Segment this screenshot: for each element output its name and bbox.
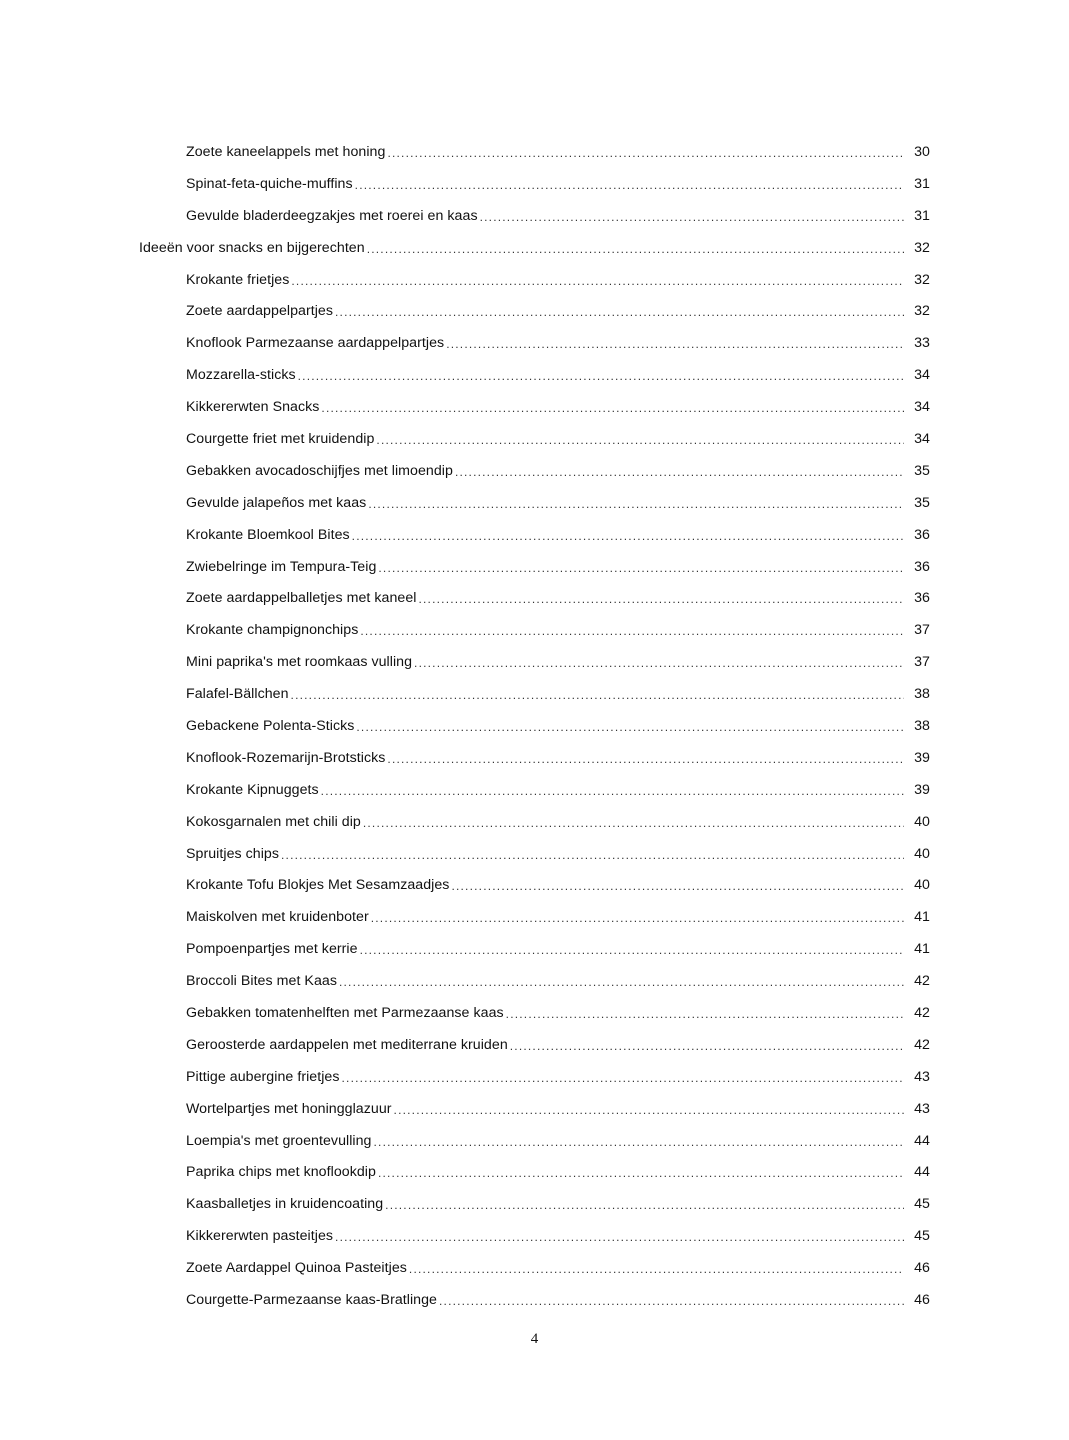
toc-entry-title[interactable]: Gebackene Polenta-Sticks	[186, 717, 355, 734]
toc-entry-page[interactable]: 36	[914, 590, 930, 607]
toc-dot-leader	[378, 561, 904, 575]
toc-entry[interactable]	[0, 869, 1069, 901]
toc-entry-title[interactable]: Ideeën voor snacks en bijgerechten	[139, 239, 365, 256]
toc-entry-title[interactable]: Gebakken avocadoschijfjes met limoendip	[186, 462, 453, 479]
toc-entry[interactable]	[0, 1220, 1069, 1252]
toc-entry-title[interactable]: Krokante champignonchips	[186, 622, 359, 639]
toc-entry-page[interactable]: 44	[914, 1164, 930, 1181]
toc-dot-leader	[414, 656, 904, 670]
toc-entry[interactable]	[0, 1061, 1069, 1093]
toc-dot-leader	[291, 274, 904, 288]
toc-entry[interactable]	[0, 1125, 1069, 1157]
toc-entry-page[interactable]: 43	[914, 1068, 930, 1085]
toc-dot-leader	[360, 624, 904, 638]
toc-entry-page[interactable]: 31	[914, 207, 930, 224]
toc-entry-page[interactable]: 41	[914, 941, 930, 958]
toc-entry[interactable]	[0, 168, 1069, 200]
toc-entry-title[interactable]: Mozzarella-sticks	[186, 367, 296, 384]
toc-entry[interactable]	[0, 327, 1069, 359]
toc-entry-page[interactable]: 44	[914, 1132, 930, 1149]
toc-dot-leader	[446, 337, 904, 351]
toc-entry-page[interactable]: 40	[914, 877, 930, 894]
toc-entry-title[interactable]: Krokante Tofu Blokjes Met Sesamzaadjes	[186, 877, 450, 894]
toc-entry[interactable]	[0, 1029, 1069, 1061]
toc-entry[interactable]	[0, 551, 1069, 583]
toc-entry-title[interactable]: Knoflook-Rozemarijn-Brotsticks	[186, 749, 386, 766]
toc-entry-title[interactable]: Kokosgarnalen met chili dip	[186, 813, 361, 830]
toc-entry[interactable]	[0, 232, 1069, 264]
toc-entry-title[interactable]: Pompoenpartjes met kerrie	[186, 941, 358, 958]
toc-entry-page[interactable]: 42	[914, 1036, 930, 1053]
toc-entry[interactable]	[0, 997, 1069, 1029]
toc-entry[interactable]	[0, 901, 1069, 933]
toc-entry-title[interactable]: Krokante Bloemkool Bites	[186, 526, 350, 543]
toc-entry[interactable]	[0, 710, 1069, 742]
toc-entry-title[interactable]: Falafel-Bällchen	[186, 686, 289, 703]
toc-entry-page[interactable]: 45	[914, 1228, 930, 1245]
toc-entry[interactable]	[0, 614, 1069, 646]
toc-entry-title[interactable]: Gebakken tomatenhelften met Parmezaanse kaas	[186, 1004, 504, 1021]
toc-dot-leader	[378, 1166, 904, 1180]
toc-entry-page[interactable]: 43	[914, 1100, 930, 1117]
toc-entry-page[interactable]: 34	[914, 430, 930, 447]
toc-entry-page[interactable]: 45	[914, 1196, 930, 1213]
toc-dot-leader	[371, 911, 904, 925]
toc-entry[interactable]	[0, 295, 1069, 327]
toc-entry[interactable]	[0, 582, 1069, 614]
toc-dot-leader	[387, 146, 904, 160]
toc-dot-leader	[342, 1071, 904, 1085]
toc-entry-title[interactable]: Paprika chips met knoflookdip	[186, 1164, 376, 1181]
toc-entry-title[interactable]: Knoflook Parmezaanse aardappelpartjes	[186, 335, 445, 352]
toc-dot-leader	[356, 720, 904, 734]
toc-dot-leader	[409, 1262, 904, 1276]
toc-entry[interactable]	[0, 200, 1069, 232]
toc-entry-page[interactable]: 32	[914, 271, 930, 288]
toc-dot-leader	[394, 1103, 904, 1117]
toc-entry-title[interactable]: Krokante Kipnuggets	[186, 781, 319, 798]
toc-entry-title[interactable]: Wortelpartjes met honingglazuur	[186, 1100, 392, 1117]
toc-entry[interactable]	[0, 264, 1069, 296]
toc-dot-leader	[363, 816, 904, 830]
toc-dot-leader	[387, 752, 904, 766]
toc-entry-page[interactable]: 34	[914, 367, 930, 384]
toc-entry-page[interactable]: 37	[914, 622, 930, 639]
toc-dot-leader	[321, 401, 904, 415]
toc-entry-title[interactable]: Mini paprika's met roomkaas vulling	[186, 654, 413, 671]
toc-entry-page[interactable]: 38	[914, 717, 930, 734]
toc-dot-leader	[352, 529, 904, 543]
toc-entry[interactable]	[0, 455, 1069, 487]
toc-entry-title[interactable]: Krokante frietjes	[186, 271, 290, 288]
toc-entry-page[interactable]: 36	[914, 526, 930, 543]
toc-entry-page[interactable]: 39	[914, 781, 930, 798]
toc-entry-page[interactable]: 39	[914, 749, 930, 766]
toc-entry-page[interactable]: 30	[914, 143, 930, 160]
toc-dot-leader	[335, 305, 904, 319]
toc-entry-title[interactable]: Spruitjes chips	[186, 845, 280, 862]
toc-entry-title[interactable]: Gevulde jalapeños met kaas	[186, 494, 367, 511]
toc-entry-title[interactable]: Spinat-feta-quiche-muffins	[186, 175, 353, 192]
toc-entry-page[interactable]: 42	[914, 1004, 930, 1021]
toc-entry-page[interactable]: 34	[914, 399, 930, 416]
toc-dot-leader	[439, 1294, 904, 1308]
toc-dot-leader	[368, 497, 904, 511]
toc-dot-leader	[374, 1135, 905, 1149]
toc-entry-page[interactable]: 35	[914, 494, 930, 511]
toc-dot-leader	[355, 178, 904, 192]
toc-entry-page[interactable]: 46	[914, 1260, 930, 1277]
toc-dot-leader	[385, 1198, 904, 1212]
toc-entry[interactable]	[0, 774, 1069, 806]
toc-entry-page[interactable]: 31	[914, 175, 930, 192]
toc-entry-page[interactable]: 41	[914, 909, 930, 926]
toc-entry-page[interactable]: 42	[914, 973, 930, 990]
toc-entry-title[interactable]: Geroosterde aardappelen met mediterrane kruiden	[186, 1036, 508, 1053]
page-number: 4	[530, 1331, 539, 1347]
toc-entry[interactable]	[0, 646, 1069, 678]
toc-entry[interactable]	[0, 1093, 1069, 1125]
toc-entry[interactable]	[0, 742, 1069, 774]
toc-entry-title[interactable]: Pittige aubergine frietjes	[186, 1068, 340, 1085]
toc-entry[interactable]	[0, 1284, 1069, 1316]
toc-entry[interactable]	[0, 838, 1069, 870]
toc-entry-title[interactable]: Courgette friet met kruidendip	[186, 430, 375, 447]
toc-entry-page[interactable]: 33	[914, 335, 930, 352]
toc-entry-page[interactable]: 37	[914, 654, 930, 671]
toc-entry-page[interactable]: 32	[914, 239, 930, 256]
toc-entry-page[interactable]: 40	[914, 845, 930, 862]
toc-dot-leader	[335, 1230, 904, 1244]
toc-dot-leader	[510, 1039, 904, 1053]
toc-entry[interactable]	[0, 933, 1069, 965]
toc-dot-leader	[339, 975, 904, 989]
toc-entry[interactable]	[0, 519, 1069, 551]
toc-entry[interactable]	[0, 423, 1069, 455]
toc-entry[interactable]	[0, 678, 1069, 710]
toc-dot-leader	[281, 848, 904, 862]
toc-entry-page[interactable]: 38	[914, 686, 930, 703]
toc-dot-leader	[418, 592, 904, 606]
toc-entry-title[interactable]: Zoete kaneelappels met honing	[186, 143, 386, 160]
toc-dot-leader	[451, 879, 904, 893]
toc-entry[interactable]	[0, 1157, 1069, 1189]
toc-entry-title[interactable]: Broccoli Bites met Kaas	[186, 973, 337, 990]
toc-entry-title[interactable]: Zoete aardappelballetjes met kaneel	[186, 590, 417, 607]
toc-entry[interactable]	[0, 359, 1069, 391]
toc-entry-title[interactable]: Gevulde bladerdeegzakjes met roerei en kaas	[186, 207, 478, 224]
toc-entry-title[interactable]: Loempia's met groentevulling	[186, 1132, 372, 1149]
toc-entry[interactable]	[0, 391, 1069, 423]
toc-entry-title[interactable]: Kaasballetjes in kruidencoating	[186, 1196, 384, 1213]
toc-entry-title[interactable]: Zwiebelringe im Tempura-Teig	[186, 558, 377, 575]
toc-dot-leader	[480, 210, 904, 224]
toc-entry-page[interactable]: 35	[914, 462, 930, 479]
toc-entry[interactable]	[0, 136, 1069, 168]
toc-entry[interactable]	[0, 965, 1069, 997]
toc-entry-title[interactable]: Maiskolven met kruidenboter	[186, 909, 369, 926]
toc-entry-page[interactable]: 36	[914, 558, 930, 575]
table-of-contents	[0, 136, 1069, 1316]
toc-dot-leader	[321, 784, 904, 798]
toc-dot-leader	[367, 242, 904, 256]
toc-entry-title[interactable]: Kikkererwten Snacks	[186, 399, 320, 416]
toc-entry-title[interactable]: Courgette-Parmezaanse kaas-Bratlinge	[186, 1292, 437, 1308]
toc-entry-title[interactable]: Kikkererwten pasteitjes	[186, 1228, 334, 1245]
toc-entry-page[interactable]: 32	[914, 303, 930, 320]
toc-entry[interactable]	[0, 1252, 1069, 1284]
toc-entry-page[interactable]: 46	[914, 1292, 930, 1308]
toc-entry[interactable]	[0, 1188, 1069, 1220]
toc-entry-page[interactable]: 40	[914, 813, 930, 830]
toc-dot-leader	[506, 1007, 904, 1021]
toc-dot-leader	[376, 433, 904, 447]
toc-dot-leader	[360, 943, 904, 957]
toc-entry[interactable]	[0, 487, 1069, 519]
toc-entry-title[interactable]: Zoete Aardappel Quinoa Pasteitjes	[186, 1260, 407, 1277]
toc-entry[interactable]	[0, 806, 1069, 838]
toc-dot-leader	[298, 369, 904, 383]
toc-entry-title[interactable]: Zoete aardappelpartjes	[186, 303, 334, 320]
toc-dot-leader	[455, 465, 904, 479]
toc-dot-leader	[291, 688, 904, 702]
